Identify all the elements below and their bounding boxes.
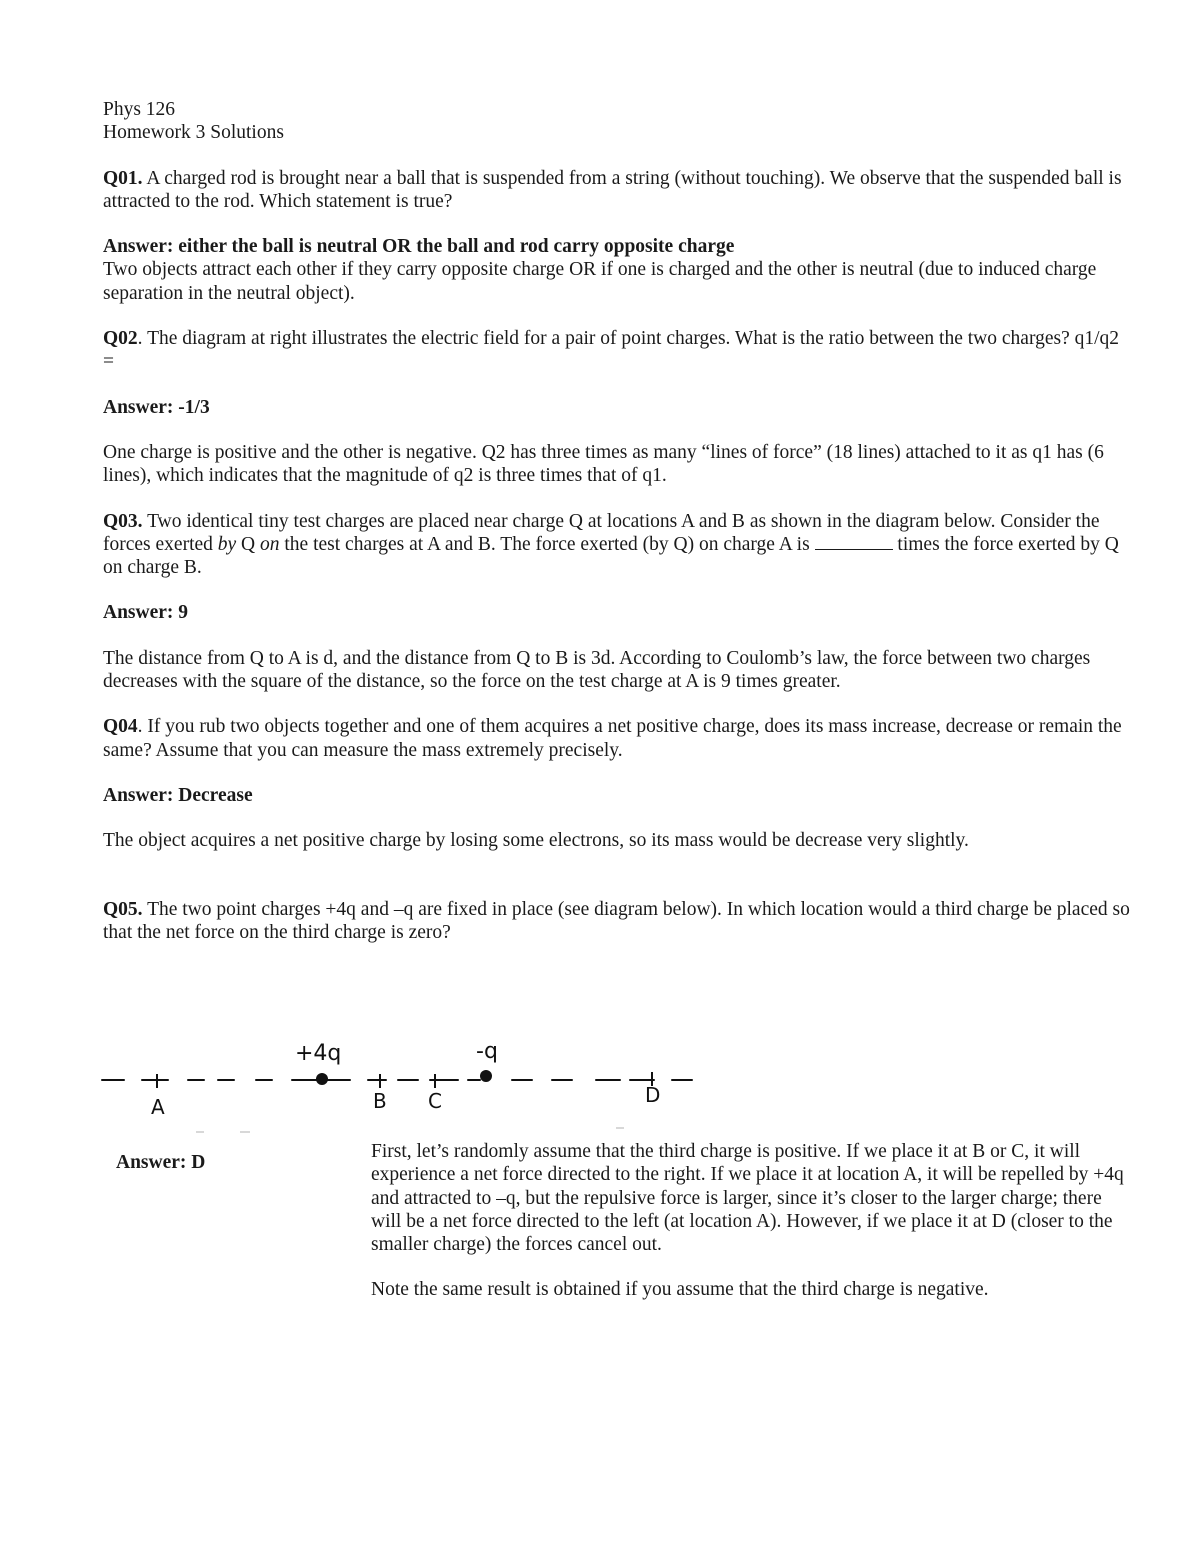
q02-question-text: . The diagram at right illustrates the electric field for a pair of point charges. What is the ratio between the two charges? q1/q2 =	[103, 328, 1120, 373]
q04-question-text: . If you rub two objects together and one of them acquires a net positive charge, does its mass increase, decrease or remain the same? Assume that you can measure the mass extremely precisely.	[103, 716, 1122, 761]
q01-answer-text: either the ball is neutral OR the ball and rod carry opposite charge	[173, 236, 735, 258]
q05-question	[103, 898, 1133, 945]
q03-question-text-2: Q	[236, 533, 261, 555]
location-d-label: D	[645, 1083, 661, 1107]
q01-answer	[103, 235, 1133, 258]
q04-question	[103, 715, 1133, 762]
q03-question	[103, 510, 1133, 580]
q02-explanation: One charge is positive and the other is negative. Q2 has three times as many “lines of force” (18 lines) attached to it as q1 has (6 lines), which indicates that the magnitude of q2 is three times that of q1.	[103, 441, 1104, 487]
q03-answer: Answer: 9	[103, 602, 189, 624]
q05-explanation-2: Note the same result is obtained if you assume that the third charge is negative.	[371, 1279, 989, 1301]
q01-answer-label: Answer:	[103, 236, 174, 258]
q03-emphasis-by: by	[217, 533, 237, 555]
q03-question-text-1: Two identical tiny test charges are placed near charge Q at locations A and B as shown in the diagram below. Consider the forces exerted	[103, 510, 1100, 555]
q01-question-text: A charged rod is brought near a ball that is suspended from a string (without touching). We observe that the suspended ball is attracted to the rod. Which statement is true?	[103, 167, 1122, 212]
q01-question	[103, 167, 1133, 214]
charge-line-diagram	[100, 1030, 710, 1140]
negative-charge-dot	[480, 1070, 492, 1082]
q01-explanation: Two objects attract each other if they carry opposite charge OR if one is charged and the other is neutral (due to induced charge separation in the neutral object).	[103, 259, 1097, 304]
location-c-label: C	[428, 1089, 442, 1113]
positive-charge-dot	[316, 1073, 328, 1085]
q03-label: Q03.	[103, 510, 143, 532]
q05-question-text: The two point charges +4q and –q are fixed in place (see diagram below). In which location would a third charge be placed so that the net force on the third charge is zero?	[103, 898, 1130, 943]
q05-explanation	[371, 1140, 1131, 1302]
q03-emphasis-on: on	[260, 533, 280, 555]
location-a-label: A	[151, 1095, 165, 1119]
q04-answer: Answer: Decrease	[103, 784, 253, 806]
q03-explanation: The distance from Q to A is d, and the distance from Q to B is 3d. According to Coulomb’s law, the force between two charges decreases with the square of the distance, so the force on the test charge at A is 9 times greater.	[103, 647, 1091, 693]
q05-answer: Answer: D	[116, 1152, 206, 1173]
charge-left-label: +4q	[295, 1041, 342, 1066]
location-b-label: B	[373, 1089, 387, 1113]
q03-blank-line	[815, 533, 893, 550]
q03-question-text-4: times the force exerted by Q on charge B.	[103, 533, 1119, 579]
q02-question	[103, 327, 1133, 374]
q02-answer: Answer: -1/3	[103, 396, 210, 418]
q02-label: Q02	[103, 328, 138, 350]
q05-label: Q05.	[103, 898, 143, 920]
q04-label: Q04	[103, 716, 138, 738]
q05-explanation-1: First, let’s randomly assume that the third charge is positive. If we place it at B or C, it will experience a net force directed to the right. If we place it at location A, it will be repelled by +4q and attracted to –q, but the repulsive force is larger, since it’s closer to the larger charge; there will be a net force directed to the left (at location A). However, if we place it at D (closer to the smaller charge) the forces cancel out.	[371, 1141, 1124, 1256]
document-body	[103, 98, 1133, 944]
document-title: Homework 3 Solutions	[103, 122, 284, 144]
q03-question-text-3: the test charges at A and B. The force exerted (by Q) on charge A is	[279, 533, 815, 555]
faint-scan-marks	[196, 1128, 624, 1132]
course-name: Phys 126	[103, 99, 176, 120]
q01-label: Q01.	[103, 167, 143, 189]
q04-explanation: The object acquires a net positive charge by losing some electrons, so its mass would be decrease very slightly.	[103, 830, 969, 852]
charge-right-label: -q	[476, 1039, 498, 1064]
